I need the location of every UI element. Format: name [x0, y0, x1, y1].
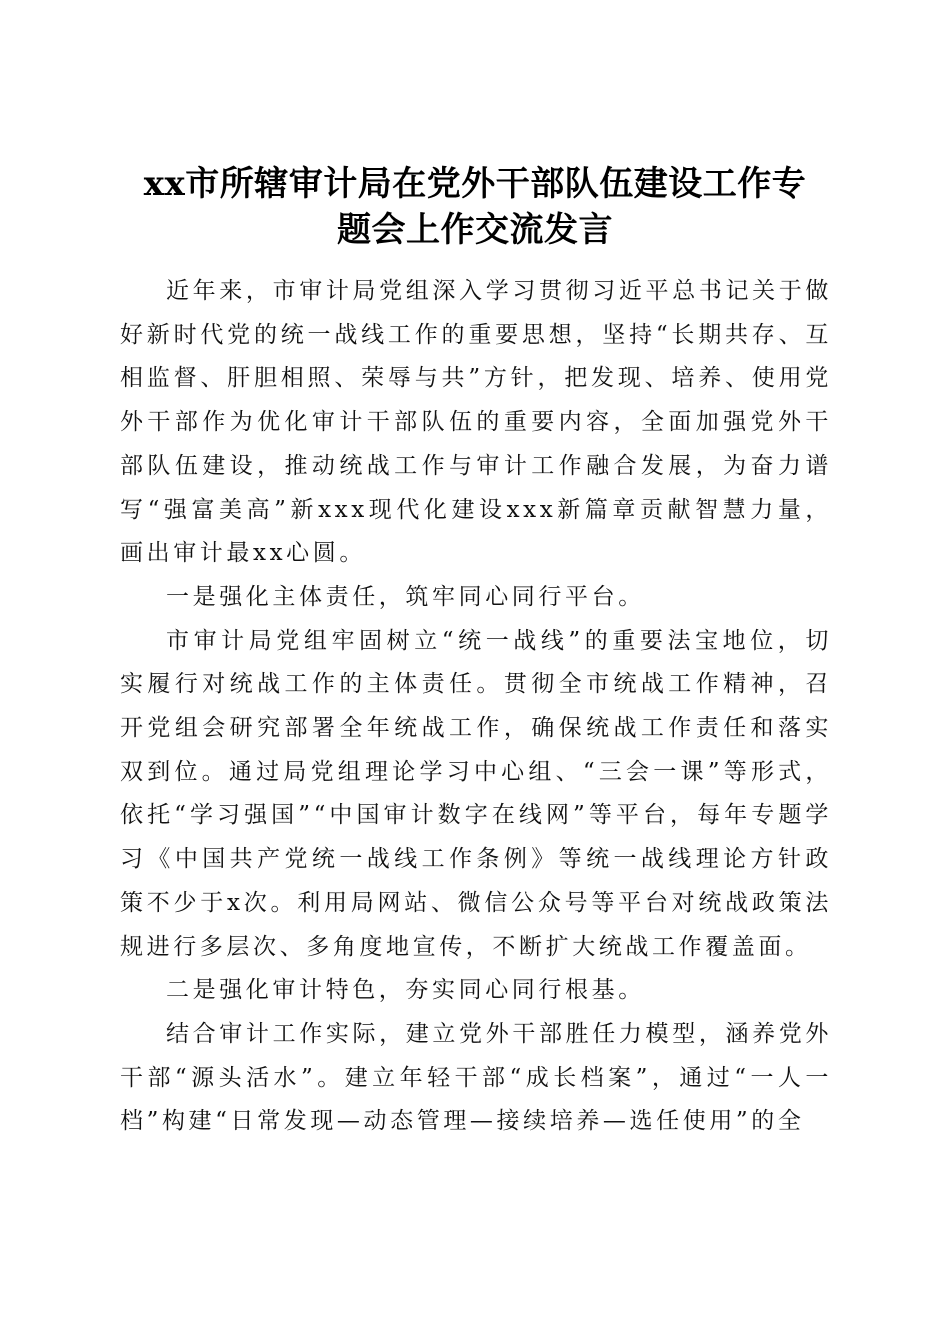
- document-title: [95, 161, 855, 253]
- document-body: [120, 270, 832, 1144]
- title-line-1: xx市所辖审计局在党外干部队伍建设工作专: [143, 163, 807, 204]
- section-heading-2: 二是强化审计特色，夯实同心同行根基。: [166, 977, 645, 1004]
- title-line-2: 题会上作交流发言: [337, 209, 613, 250]
- section-heading-1: 一是强化主体责任，筑牢同心同行平台。: [166, 583, 645, 610]
- paragraph-intro: 近年来，市审计局党组深入学习贯彻习近平总书记关于做好新时代党的统一战线工作的重要思想，坚持“长期共存、互相监督、肝胆相照、荣辱与共”方针，把发现、培养、使用党外干部作为优化审计干部队伍的重要内容，全面加强党外干部队伍建设，推动统战工作与审计工作融合发展，为奋力谱写“强富美高”新xxx现代化建设xxx新篇章贡献智慧力量，画出审计最xx心圆。: [120, 278, 832, 567]
- paragraph-section-1: 市审计局党组牢固树立“统一战线”的重要法宝地位，切实履行对统战工作的主体责任。贯彻全市统战工作精神，召开党组会研究部署全年统战工作，确保统战工作责任和落实双到位。通过局党组理论学习中心组、“三会一课”等形式，依托“学习强国”“中国审计数字在线网”等平台，每年专题学习《中国共产党统一战线工作条例》等统一战线理论方针政策不少于x次。利用局网站、微信公众号等平台对统战政策法规进行多层次、多角度地宣传，不断扩大统战工作覆盖面。: [120, 627, 832, 960]
- paragraph-section-2: 结合审计工作实际，建立党外干部胜任力模型，涵养党外干部“源头活水”。建立年轻干部“成长档案”，通过“一人一档”构建“日常发现—动态管理—接续培养—选任使用”的全: [120, 1020, 832, 1135]
